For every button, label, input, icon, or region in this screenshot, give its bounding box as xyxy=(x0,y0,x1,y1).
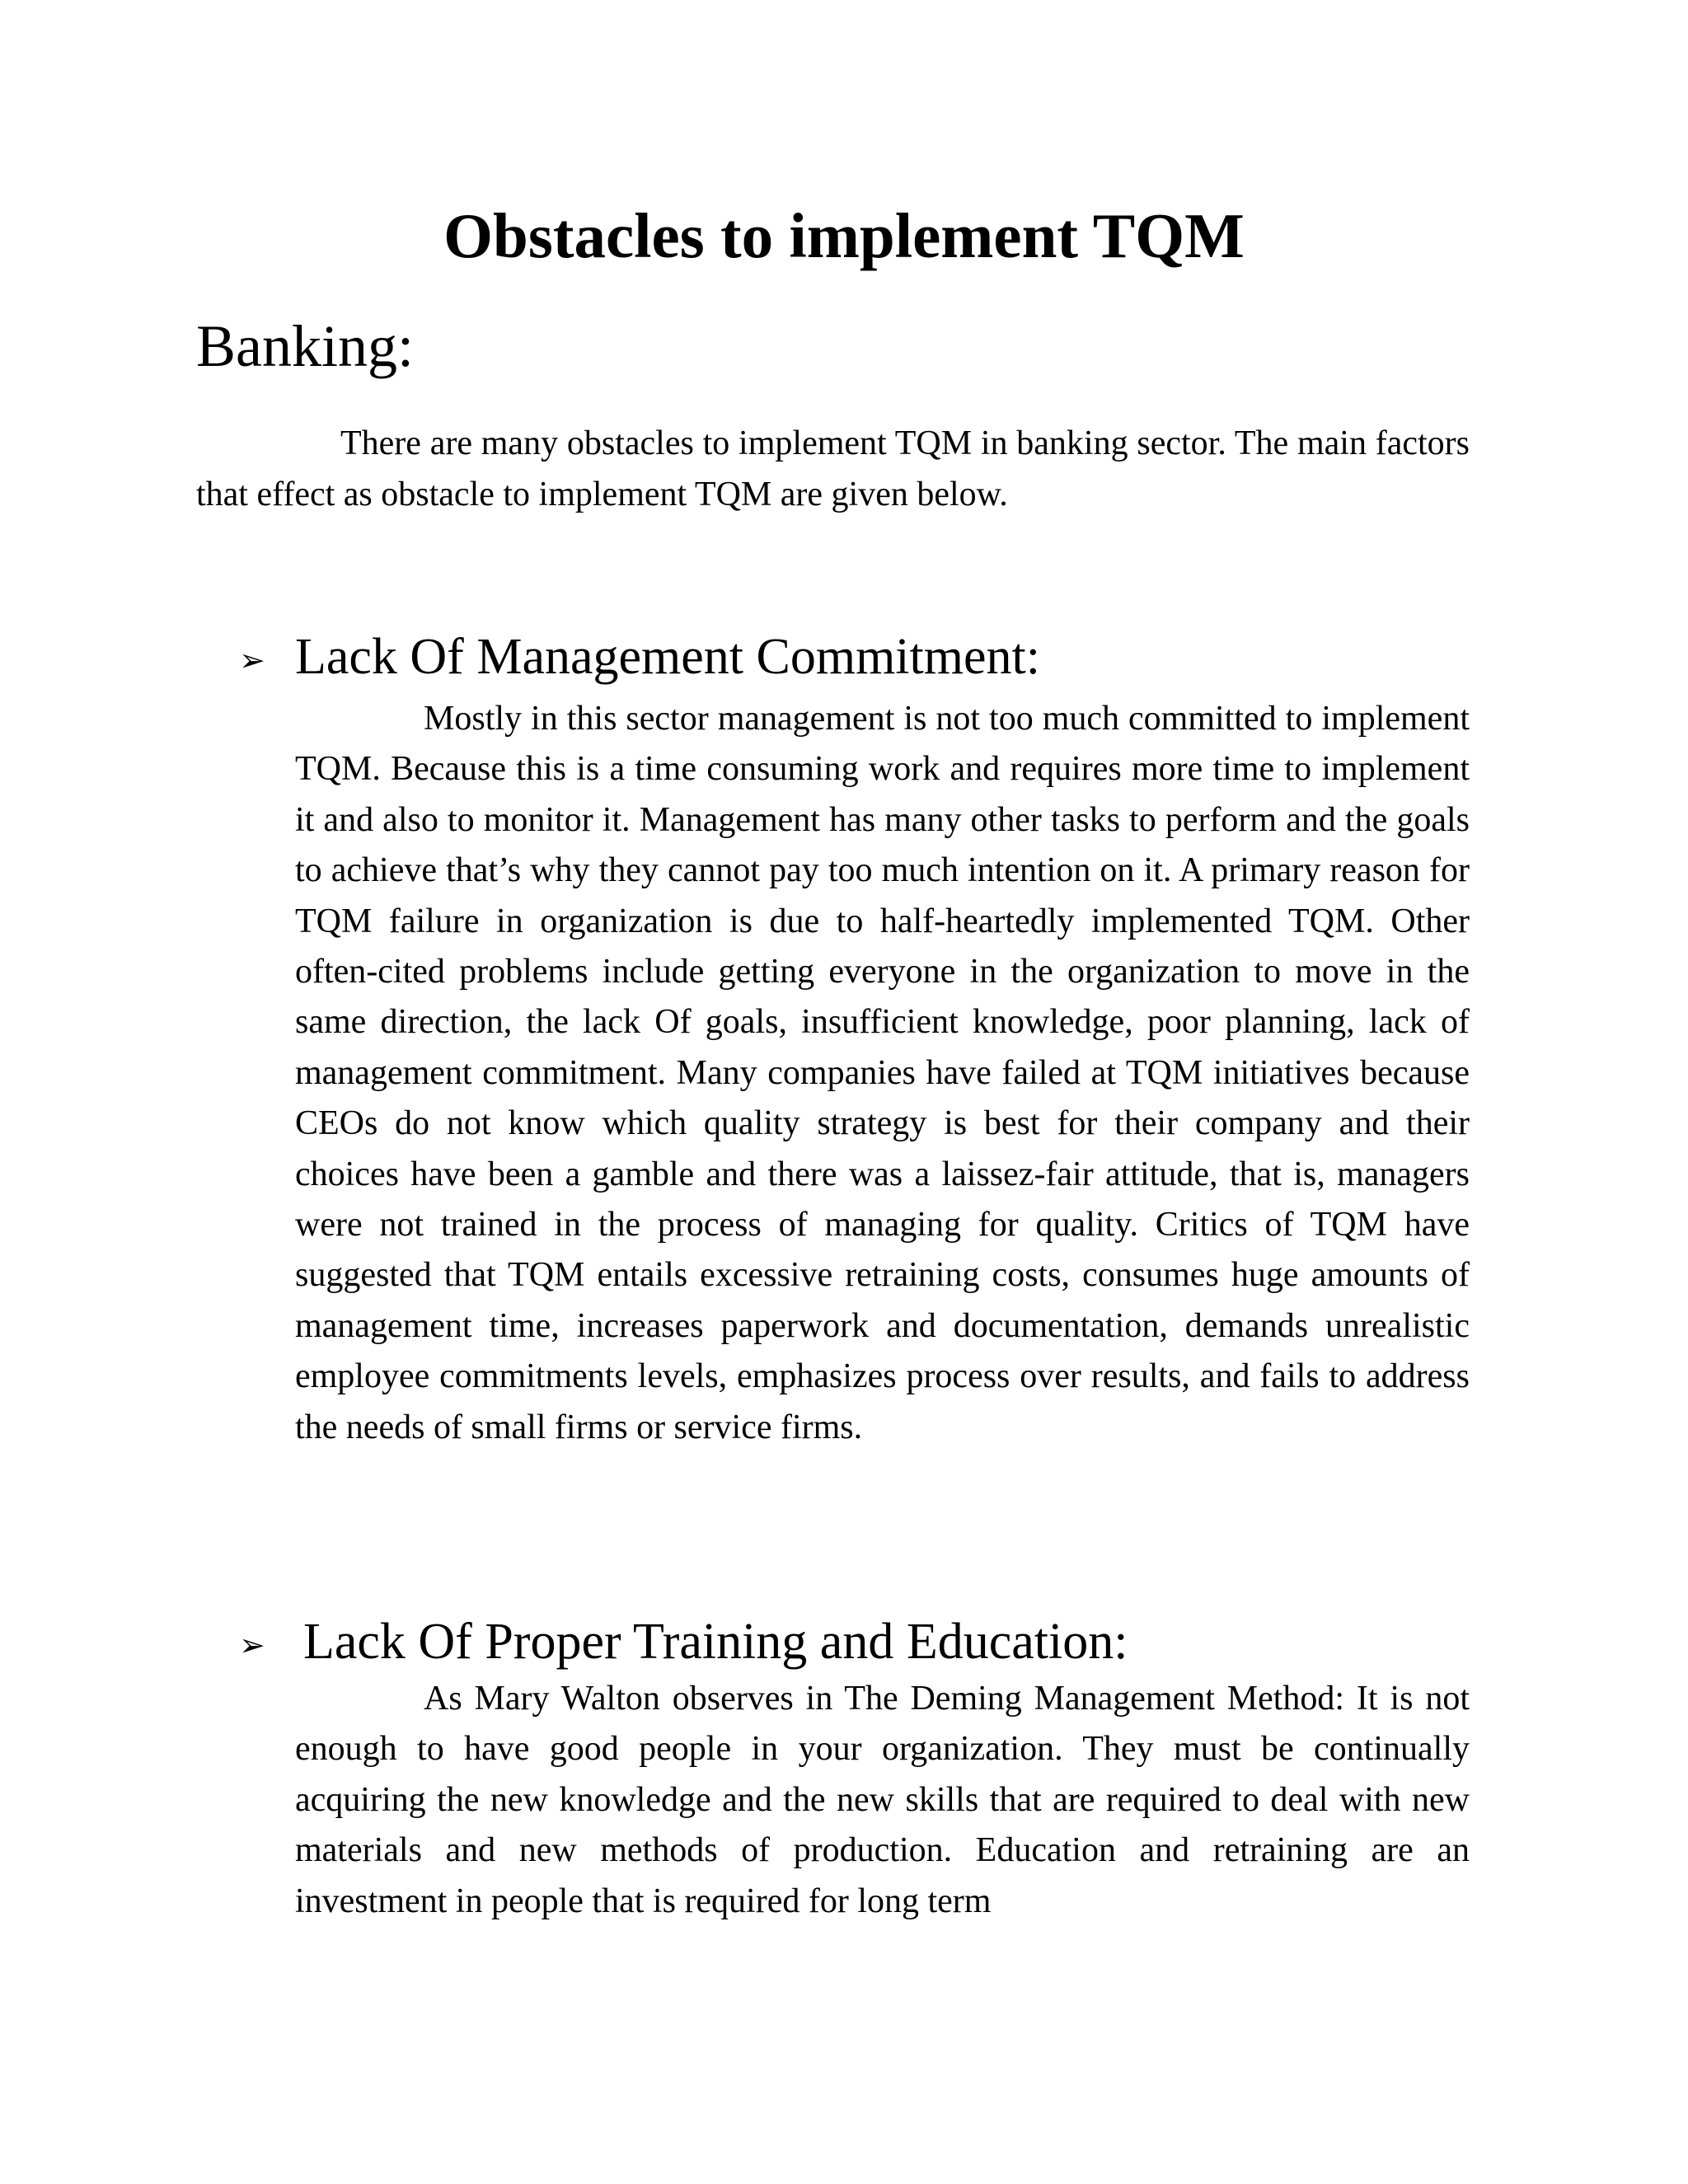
heading-lack-of-management-commitment: Lack Of Management Commitment: xyxy=(295,629,1040,685)
intro-paragraph: There are many obstacles to implement TQM in banking sector. The main factors that effect as obstacle to implement TQM are given below. xyxy=(196,424,1470,513)
heading-lack-of-proper-training: Lack Of Proper Training and Education: xyxy=(303,1614,1128,1670)
arrowhead-bullet-icon: ➢ xyxy=(239,1629,265,1663)
document-title: Obstacles to implement TQM xyxy=(443,200,1245,271)
arrowhead-bullet-icon: ➢ xyxy=(239,644,265,678)
paragraph-training-education: As Mary Walton observes in The Deming Management Method: It is not enough to have good people in your organization. They must be continually acquiring the new knowledge and the new skills that are required to deal with new materials and new methods of production. Education and retraining are an investment in people that is required for long term xyxy=(295,1680,1470,1920)
paragraph-management-commitment: Mostly in this sector management is not too much committed to implement TQM. Because this is a time consuming work and requires more time to implement it and also to monitor it. Management has many other tasks to perform and the goals to achieve that’s why they cannot pay too much intention on it. A primary reason for TQM failure in organization is due to half-heartedly implemented TQM. Other often-cited problems include getting everyone in the organization to move in the same direction, the lack Of goals, insufficient knowledge, poor planning, lack of management commitment. Many companies have failed at TQM initiatives because CEOs do not know which quality strategy is best for their company and their choices have been a gamble and there was a laissez-fair attitude, that is, managers were not trained in the process of managing for quality. Critics of TQM have suggested that TQM entails excessive retraining costs, consumes huge amounts of management time, increases paperwork and documentation, demands unrealistic employee commitments levels, emphasizes process over results, and fails to address the needs of small firms or service firms. xyxy=(295,700,1470,1446)
section-heading-banking: Banking: xyxy=(196,313,414,379)
